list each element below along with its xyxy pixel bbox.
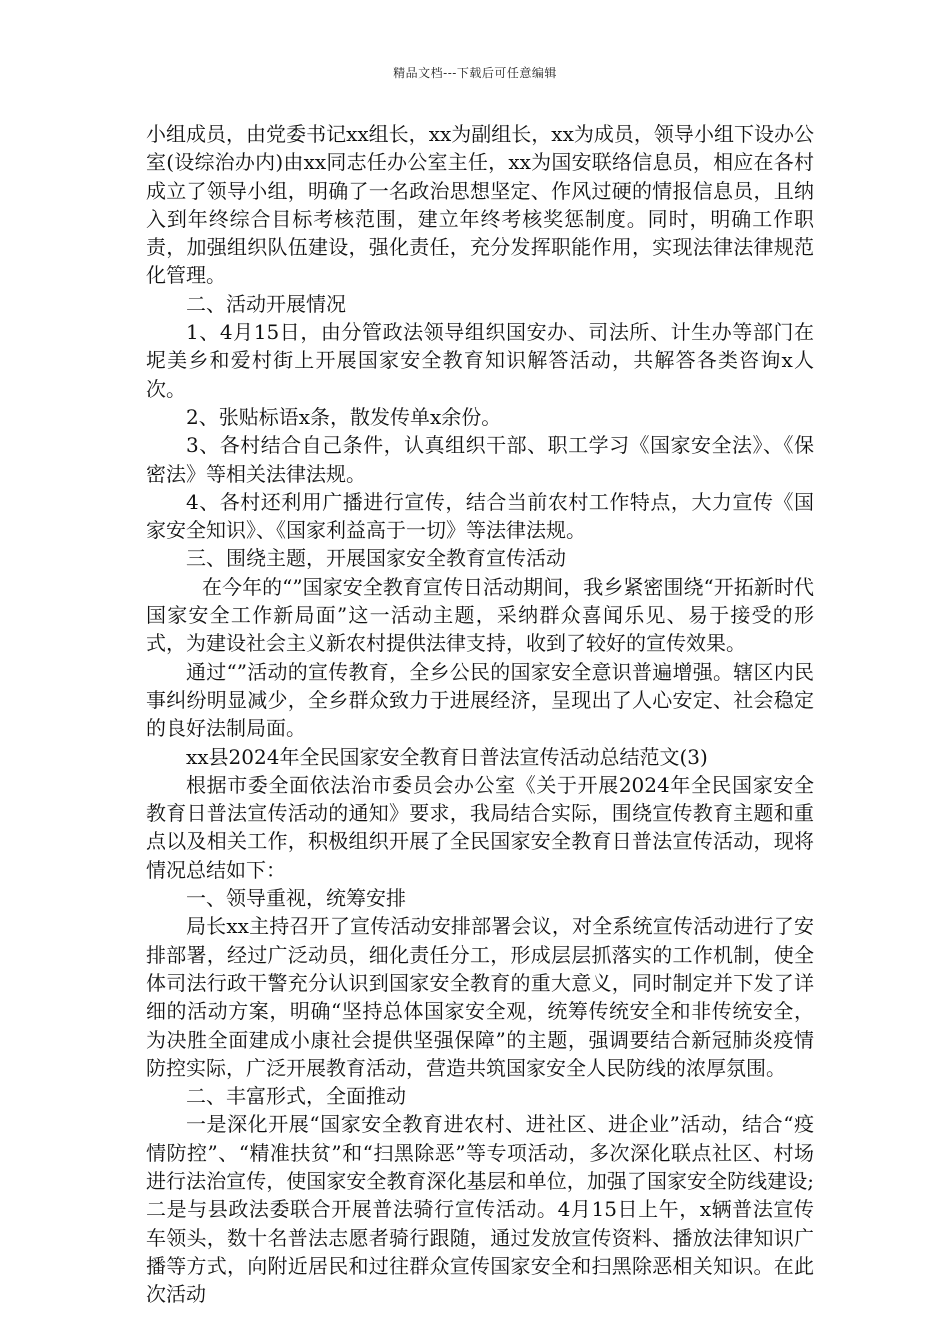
list-item: 2、张贴标语x条，散发传单x余份。 <box>186 404 502 429</box>
list-item: 4、各村还利用广播进行宣传，结合当前农村工作特点，大力宣传《国家安全知识》、《国家利益高于一切》等法律法规。 <box>146 489 814 543</box>
paragraph: 在今年的“”国家安全教育宣传日活动期间，我乡紧密围绕“开拓新时代国家安全工作新局面”这一活动主题，采纳群众喜闻乐见、易于接受的形式，为建设社会主义新农村提供法律支持，收到了较好的宣传效果。 <box>146 574 814 656</box>
document-title: xx县2024年全民国家安全教育日普法宣传活动总结范文(3) <box>186 744 708 769</box>
section-heading-theme: 三、围绕主题，开展国家安全教育宣传活动 <box>186 546 566 571</box>
list-item: 3、各村结合自己条件，认真组织干部、职工学习《国家安全法》、《保密法》等相关法律法规。 <box>146 433 814 486</box>
section-heading-activities: 二、活动开展情况 <box>186 291 346 316</box>
section-heading-leadership: 一、领导重视，统筹安排 <box>186 886 406 911</box>
paragraph-leading-group: 小组成员，由党委书记xx组长，xx为副组长，xx为成员，领导小组下设办公室(设综治办内)由xx同志任办公室主任，xx为国安联络信息员，相应在各村成立了领导小组，明确了一名政治思想坚定、作风过硬的情报信息员，且纳入到年终综合目标考核范围，建立年终考核奖惩制度。同时，明确工作职责，加强组织队伍建设，强化责任，充分发挥职能作用，实现法律法律规范化管理。 <box>146 122 814 288</box>
paragraph: 局长xx主持召开了宣传活动安排部署会议，对全系统宣传活动进行了安排部署，经过广泛动员，细化责任分工，形成层层抓落实的工作机制，使全体司法行政干警充分认识到国家安全教育的重大意义，同时制定并下发了详细的活动方案，明确“坚持总体国家安全观，统筹传统安全和非传统安全，为决胜全面建成小康社会提供坚强保障”的主题，强调要结合新冠肺炎疫情防控实际，广泛开展教育活动，营造共筑国家安全人民防线的浓厚氛围。 <box>146 914 814 1080</box>
page-header: 精品文档---下载后可任意编辑 <box>393 66 557 80</box>
document-body <box>146 120 814 1308</box>
list-item: 1、4月15日，由分管政法领导组织国安办、司法所、计生办等部门在坭美乡和爱村街上开展国家安全教育知识解答活动，共解答各类咨询x人次。 <box>146 320 814 401</box>
paragraph: 通过“”活动的宣传教育，全乡公民的国家安全意识普遍增强。辖区内民事纠纷明显减少，全乡群众致力于进展经济，呈现出了人心安定、社会稳定的良好法制局面。 <box>146 659 814 741</box>
paragraph: 一是深化开展“国家安全教育进农村、进社区、进企业”活动，结合“疫情防控”、“精准扶贫”和“扫黑除恶”等专项活动，多次深化联点社区、村场进行法治宣传，使国家安全教育深化基层和单位，加强了国家安全防线建设;二是与县政法委联合开展普法骑行宣传活动。4月15日上午，x辆普法宣传车领头，数十名普法志愿者骑行跟随，通过发放宣传资料、播放法律知识广播等方式，向附近居民和过往群众宣传国家安全和扫黑除恶相关知识。在此次活动 <box>146 1112 814 1307</box>
paragraph: 根据市委全面依法治市委员会办公室《关于开展2024年全民国家安全教育日普法宣传活动的通知》要求，我局结合实际，围绕宣传教育主题和重点以及相关工作，积极组织开展了全民国家安全教育日普法宣传活动，现将情况总结如下： <box>146 772 814 882</box>
section-heading-forms: 二、丰富形式，全面推动 <box>186 1084 406 1109</box>
